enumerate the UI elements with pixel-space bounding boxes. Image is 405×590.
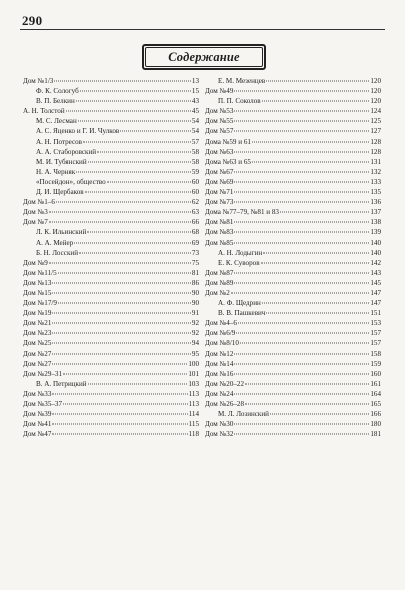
toc-leader-dots: [87, 232, 191, 233]
toc-entry: [23, 288, 199, 298]
toc-entry-page: 158: [370, 349, 381, 358]
toc-entry-label: В. В. Пашкевич: [218, 309, 266, 318]
toc-entry-page: 92: [191, 329, 199, 338]
page-number: 290: [22, 13, 43, 28]
toc-entry-page: 127: [370, 127, 381, 136]
toc-entry-page: 180: [370, 420, 381, 429]
toc-entry: [23, 238, 199, 248]
toc-entry-page: 164: [370, 389, 381, 398]
toc-entry: [205, 177, 381, 187]
toc-entry-page: 101: [188, 369, 199, 378]
toc-entry: [23, 227, 199, 237]
toc-entry-page: 139: [370, 228, 381, 237]
toc-entry: [205, 207, 381, 217]
toc-leader-dots: [56, 202, 191, 203]
toc-entry: [23, 419, 199, 429]
toc-leader-dots: [234, 424, 369, 425]
toc-entry-label: Дом №11/5: [23, 268, 57, 277]
toc-entry-label: Дома №63 и 65: [205, 157, 251, 166]
toc-entry-label: Л. К. Ильинский: [36, 228, 87, 237]
toc-entry: [205, 137, 381, 147]
toc-entry-page: 145: [370, 278, 381, 287]
toc-entry-label: Дом №47: [23, 430, 52, 439]
toc-entry-page: 138: [370, 218, 381, 227]
toc-leader-dots: [234, 202, 369, 203]
toc-leader-dots: [54, 81, 191, 82]
toc-leader-dots: [76, 171, 191, 172]
toc-entry-page: 69: [191, 238, 199, 247]
toc-leader-dots: [231, 292, 370, 293]
toc-entry-label: Дом №17/9: [23, 299, 57, 308]
toc-entry: [23, 268, 199, 278]
toc-entry-page: 181: [370, 430, 381, 439]
toc-entry-label: Дом №32: [205, 430, 234, 439]
toc-entry: [205, 328, 381, 338]
toc-leader-dots: [234, 373, 369, 374]
toc-entry-page: 58: [191, 147, 199, 156]
toc-entry-page: 137: [370, 208, 381, 217]
toc-entry-page: 103: [188, 379, 199, 388]
toc-leader-dots: [234, 171, 369, 172]
toc-entry-page: 43: [191, 97, 199, 106]
toc-entry: [205, 298, 381, 308]
toc-entry: [23, 278, 199, 288]
toc-entry-page: 159: [370, 359, 381, 368]
toc-entry-label: Дом №27: [23, 359, 52, 368]
toc-entry: [23, 157, 199, 167]
toc-leader-dots: [52, 333, 191, 334]
toc-leader-dots: [120, 131, 191, 132]
toc-entry-label: В. П. Белкин: [36, 97, 75, 106]
toc-entry-label: Дом №25: [23, 339, 52, 348]
toc-entry-label: А. Н. Толстой: [23, 107, 65, 116]
toc-entry: [205, 399, 381, 409]
toc-leader-dots: [52, 414, 187, 415]
toc-leader-dots: [263, 252, 369, 253]
toc-entry-page: 120: [370, 87, 381, 96]
toc-entry: [23, 137, 199, 147]
toc-entry: [23, 76, 199, 86]
toc-leader-dots: [52, 434, 187, 435]
toc-leader-dots: [63, 404, 188, 405]
toc-entry-label: А. А. Стаборовский: [36, 147, 97, 156]
toc-entry-label: Дом №83: [205, 228, 234, 237]
toc-entry: [205, 268, 381, 278]
toc-entry: [205, 318, 381, 328]
toc-entry: [205, 248, 381, 258]
toc-leader-dots: [234, 181, 369, 182]
toc-entry-page: 132: [370, 167, 381, 176]
toc-entry: [205, 238, 381, 248]
toc-leader-dots: [52, 313, 191, 314]
toc-entry: [23, 126, 199, 136]
toc-leader-dots: [252, 141, 369, 142]
toc-leader-dots: [80, 91, 191, 92]
toc-entry: [23, 308, 199, 318]
toc-entry-label: Ф. К. Сологуб: [36, 87, 79, 96]
toc-leader-dots: [58, 303, 191, 304]
toc-entry-label: Дом №1–6: [23, 198, 55, 207]
toc-entry-page: 13: [191, 77, 199, 85]
toc-entry: [205, 197, 381, 207]
toc-leader-dots: [234, 111, 369, 112]
toc-entry-page: 95: [191, 349, 199, 358]
toc-entry-label: Дом №4–6: [205, 319, 237, 328]
toc-leader-dots: [234, 121, 369, 122]
toc-entry-page: 151: [370, 309, 381, 318]
toc-entry-page: 135: [370, 188, 381, 197]
toc-leader-dots: [234, 192, 369, 193]
toc-leader-dots: [58, 272, 191, 273]
toc-entry-page: 54: [191, 127, 199, 136]
toc-entry: [205, 308, 381, 318]
toc-entry-label: Д. И. Щербаков: [36, 188, 84, 197]
header-rule: [20, 29, 385, 30]
toc-leader-dots: [52, 393, 187, 394]
toc-entry-page: 136: [370, 198, 381, 207]
toc-leader-dots: [234, 242, 369, 243]
toc-leader-dots: [49, 262, 191, 263]
toc-column-right: [205, 76, 381, 439]
toc-entry: [205, 258, 381, 268]
toc-entry: [23, 167, 199, 177]
toc-entry: [205, 369, 381, 379]
toc-entry-label: Дом №69: [205, 177, 234, 186]
toc-entry: [23, 86, 199, 96]
toc-leader-dots: [234, 222, 369, 223]
toc-entry-page: 160: [370, 369, 381, 378]
toc-entry-page: 124: [370, 107, 381, 116]
toc-entry-page: 90: [191, 288, 199, 297]
toc-entry-page: 115: [188, 420, 199, 429]
toc-entry-page: 58: [191, 157, 199, 166]
toc-entry-label: Е. К. Суворов: [218, 258, 260, 267]
toc-entry-label: А. Н. Лодыгин: [218, 248, 263, 257]
toc-leader-dots: [240, 343, 369, 344]
toc-entry: [23, 207, 199, 217]
toc-leader-dots: [52, 424, 187, 425]
toc-entry-page: 118: [188, 430, 199, 439]
toc-entry-label: Дом №55: [205, 117, 234, 126]
toc-entry: [23, 106, 199, 116]
toc-entry-page: 59: [191, 167, 199, 176]
toc-leader-dots: [234, 363, 369, 364]
toc-leader-dots: [88, 383, 188, 384]
toc-entry-label: Дом №19: [23, 309, 52, 318]
toc-entry-label: Дом №53: [205, 107, 234, 116]
toc-entry-label: Дом №1/3: [23, 77, 54, 85]
toc-entry-label: Дом №41: [23, 420, 52, 429]
toc-leader-dots: [85, 192, 191, 193]
toc-entry: [205, 227, 381, 237]
toc-entry-label: «Посейдон», общество: [36, 177, 106, 186]
toc-entry: [23, 338, 199, 348]
toc-entry: [23, 177, 199, 187]
toc-leader-dots: [234, 272, 369, 273]
toc-leader-dots: [49, 212, 191, 213]
toc-entry: [205, 419, 381, 429]
toc-entry-page: 73: [191, 248, 199, 257]
toc-entry: [23, 96, 199, 106]
toc-leader-dots: [52, 282, 191, 283]
toc-entry-page: 54: [191, 117, 199, 126]
toc-entry-page: 120: [370, 77, 381, 85]
toc-entry-page: 94: [191, 339, 199, 348]
toc-entry: [23, 328, 199, 338]
toc-leader-dots: [266, 313, 369, 314]
toc-leader-dots: [252, 161, 369, 162]
toc-leader-dots: [52, 323, 191, 324]
toc-entry-label: Дом №49: [205, 87, 234, 96]
toc-entry-page: 68: [191, 228, 199, 237]
toc-entry-label: Дом №29–31: [23, 369, 63, 378]
toc-entry-label: Дом №16: [205, 369, 234, 378]
toc-entry-page: 66: [191, 218, 199, 227]
toc-entry-page: 100: [188, 359, 199, 368]
toc-entry: [23, 389, 199, 399]
toc-entry-page: 128: [370, 137, 381, 146]
toc-leader-dots: [52, 292, 191, 293]
toc-entry-label: Дома №59 и 61: [205, 137, 251, 146]
toc-entry-label: Дом №20–22: [205, 379, 245, 388]
toc-entry-label: Дом №12: [205, 349, 234, 358]
toc-entry-label: А. Н. Потресов: [36, 137, 83, 146]
toc-entry-label: М. И. Тубянский: [36, 157, 87, 166]
toc-entry-label: Дом №24: [205, 389, 234, 398]
toc-entry-label: Дом №63: [205, 147, 234, 156]
toc-leader-dots: [66, 111, 191, 112]
toc-entry-label: Дом №89: [205, 278, 234, 287]
toc-entry-page: 140: [370, 248, 381, 257]
toc-entry-label: Дом №9: [23, 258, 48, 267]
toc-entry-label: Н. А. Черняк: [36, 167, 76, 176]
toc-leader-dots: [234, 434, 369, 435]
toc-entry-page: 133: [370, 177, 381, 186]
toc-entry-label: Дом №57: [205, 127, 234, 136]
toc-entry-page: 157: [370, 339, 381, 348]
toc-entry-page: 140: [370, 238, 381, 247]
toc-entry-page: 161: [370, 379, 381, 388]
toc-entry-page: 57: [191, 137, 199, 146]
toc-entry: [205, 349, 381, 359]
toc-leader-dots: [107, 181, 191, 182]
toc-entry-label: Дом №26–28: [205, 400, 245, 408]
toc-entry-page: 63: [191, 208, 199, 217]
toc-entry: [23, 187, 199, 197]
toc-leader-dots: [234, 91, 369, 92]
toc-entry-page: 143: [370, 268, 381, 277]
toc-entry-label: Дом №3: [23, 208, 48, 217]
toc-leader-dots: [83, 141, 191, 142]
toc-leader-dots: [270, 414, 369, 415]
toc-leader-dots: [63, 373, 187, 374]
toc-leader-dots: [245, 383, 369, 384]
toc-entry: [205, 429, 381, 439]
toc-leader-dots: [234, 353, 369, 354]
toc-entry-label: Дом №35–37: [23, 400, 63, 408]
toc-entry: [205, 116, 381, 126]
toc-entry-page: 91: [191, 309, 199, 318]
toc-leader-dots: [236, 333, 369, 334]
toc-leader-dots: [234, 131, 369, 132]
toc-entry-label: А. С. Яценко и Г. И. Чулков: [36, 127, 120, 136]
toc-entry-page: 166: [370, 410, 381, 419]
toc-entry-label: Дом №13: [23, 278, 52, 287]
toc-entry-page: 86: [191, 278, 199, 287]
toc-entry-label: Дом №8/10: [205, 339, 239, 348]
toc-entry-page: 157: [370, 329, 381, 338]
toc-leader-dots: [79, 252, 191, 253]
toc-entry-page: 113: [188, 389, 199, 398]
toc-leader-dots: [234, 232, 369, 233]
toc-entry: [23, 147, 199, 157]
toc-column-left: [23, 76, 199, 439]
toc-entry-label: Е. М. Мезенцев: [218, 77, 266, 85]
toc-entry-page: 125: [370, 117, 381, 126]
toc-entry: [23, 116, 199, 126]
toc-entry-page: 128: [370, 147, 381, 156]
toc-entry: [23, 369, 199, 379]
toc-entry-page: 92: [191, 319, 199, 328]
toc-entry-label: Дом №67: [205, 167, 234, 176]
toc-entry: [205, 379, 381, 389]
toc-entry-page: 131: [370, 157, 381, 166]
toc-leader-dots: [266, 81, 369, 82]
toc-entry: [205, 217, 381, 227]
toc-entry-page: 81: [191, 268, 199, 277]
toc-entry: [205, 338, 381, 348]
toc-entry-label: Дом №33: [23, 389, 52, 398]
toc-entry-label: Дом №87: [205, 268, 234, 277]
toc-entry-label: А. Ф. Щедрин: [218, 299, 261, 308]
toc-entry: [23, 258, 199, 268]
toc-entry-label: Дом №6/9: [205, 329, 236, 338]
toc-entry-page: 60: [191, 177, 199, 186]
toc-entry: [205, 86, 381, 96]
toc-leader-dots: [52, 343, 191, 344]
toc-leader-dots: [234, 393, 369, 394]
toc-entry-label: М. Л. Лозинский: [218, 410, 269, 419]
toc-entry-page: 153: [370, 319, 381, 328]
toc-leader-dots: [245, 404, 369, 405]
toc-entry-page: 15: [191, 87, 199, 96]
toc-leader-dots: [261, 262, 370, 263]
toc-leader-dots: [238, 323, 369, 324]
toc-leader-dots: [234, 282, 369, 283]
toc-entry-page: 114: [188, 410, 199, 419]
toc-entry: [205, 278, 381, 288]
toc-entry: [205, 76, 381, 86]
toc-entry: [23, 298, 199, 308]
toc-entry: [23, 217, 199, 227]
toc-entry: [205, 167, 381, 177]
toc-entry-label: П. П. Соколов: [218, 97, 261, 106]
toc-entry-label: Дом №27: [23, 349, 52, 358]
toc-entry-label: Дом №14: [205, 359, 234, 368]
toc-entry: [23, 248, 199, 258]
toc-entry-page: 113: [188, 400, 199, 408]
toc-entry: [23, 359, 199, 369]
toc-entry-page: 147: [370, 288, 381, 297]
toc-entry-label: Дом №71: [205, 188, 234, 197]
toc-entry-page: 60: [191, 188, 199, 197]
toc-entry-label: Дом №39: [23, 410, 52, 419]
toc-entry-label: Дом №73: [205, 198, 234, 207]
toc-leader-dots: [262, 303, 370, 304]
toc-entry: [205, 359, 381, 369]
toc-entry: [23, 379, 199, 389]
toc-entry: [205, 147, 381, 157]
toc-entry: [205, 288, 381, 298]
toc-leader-dots: [52, 353, 191, 354]
toc-entry-page: 165: [370, 400, 381, 408]
toc-entry: [205, 389, 381, 399]
toc-entry: [23, 399, 199, 409]
toc-entry-label: В. А. Петрицкий: [36, 379, 87, 388]
toc-entry: [205, 157, 381, 167]
toc-entry-page: 142: [370, 258, 381, 267]
toc-entry-label: Дом №2: [205, 288, 230, 297]
toc-leader-dots: [52, 363, 187, 364]
toc-leader-dots: [88, 161, 191, 162]
toc-entry: [205, 126, 381, 136]
toc-entry-label: Дом №21: [23, 319, 52, 328]
toc-entry-page: 147: [370, 299, 381, 308]
toc-entry: [205, 187, 381, 197]
toc-entry-page: 75: [191, 258, 199, 267]
toc-entry-page: 45: [191, 107, 199, 116]
toc-leader-dots: [234, 151, 369, 152]
toc-leader-dots: [262, 101, 370, 102]
toc-entry-label: Дом №23: [23, 329, 52, 338]
toc-entry-label: А. А. Мейер: [36, 238, 74, 247]
toc-entry-label: Дом №81: [205, 218, 234, 227]
toc-entry: [23, 429, 199, 439]
toc-leader-dots: [97, 151, 191, 152]
toc-entry: [23, 409, 199, 419]
toc-entry: [23, 349, 199, 359]
toc-entry: [205, 106, 381, 116]
toc-leader-dots: [76, 101, 191, 102]
toc-title: Содержание: [168, 49, 240, 64]
toc-entry: [205, 96, 381, 106]
toc-leader-dots: [78, 121, 191, 122]
toc-entry: [23, 318, 199, 328]
toc-entry-label: М. С. Лесман: [36, 117, 77, 126]
toc-leader-dots: [280, 212, 369, 213]
toc-entry: [23, 197, 199, 207]
toc-entry-label: Дом №30: [205, 420, 234, 429]
title-frame: [142, 44, 266, 70]
toc-entry-page: 120: [370, 97, 381, 106]
toc-entry-label: Дом №7: [23, 218, 48, 227]
toc-leader-dots: [74, 242, 191, 243]
toc-entry: [205, 409, 381, 419]
toc-entry-label: Б. Н. Лосский: [36, 248, 78, 257]
toc-entry-page: 90: [191, 299, 199, 308]
toc-entry-label: Дом №85: [205, 238, 234, 247]
toc-entry-label: Дома №77–79, №81 и 83: [205, 208, 279, 217]
toc-entry-label: Дом №15: [23, 288, 52, 297]
toc-entry-page: 62: [191, 198, 199, 207]
toc-leader-dots: [49, 222, 191, 223]
